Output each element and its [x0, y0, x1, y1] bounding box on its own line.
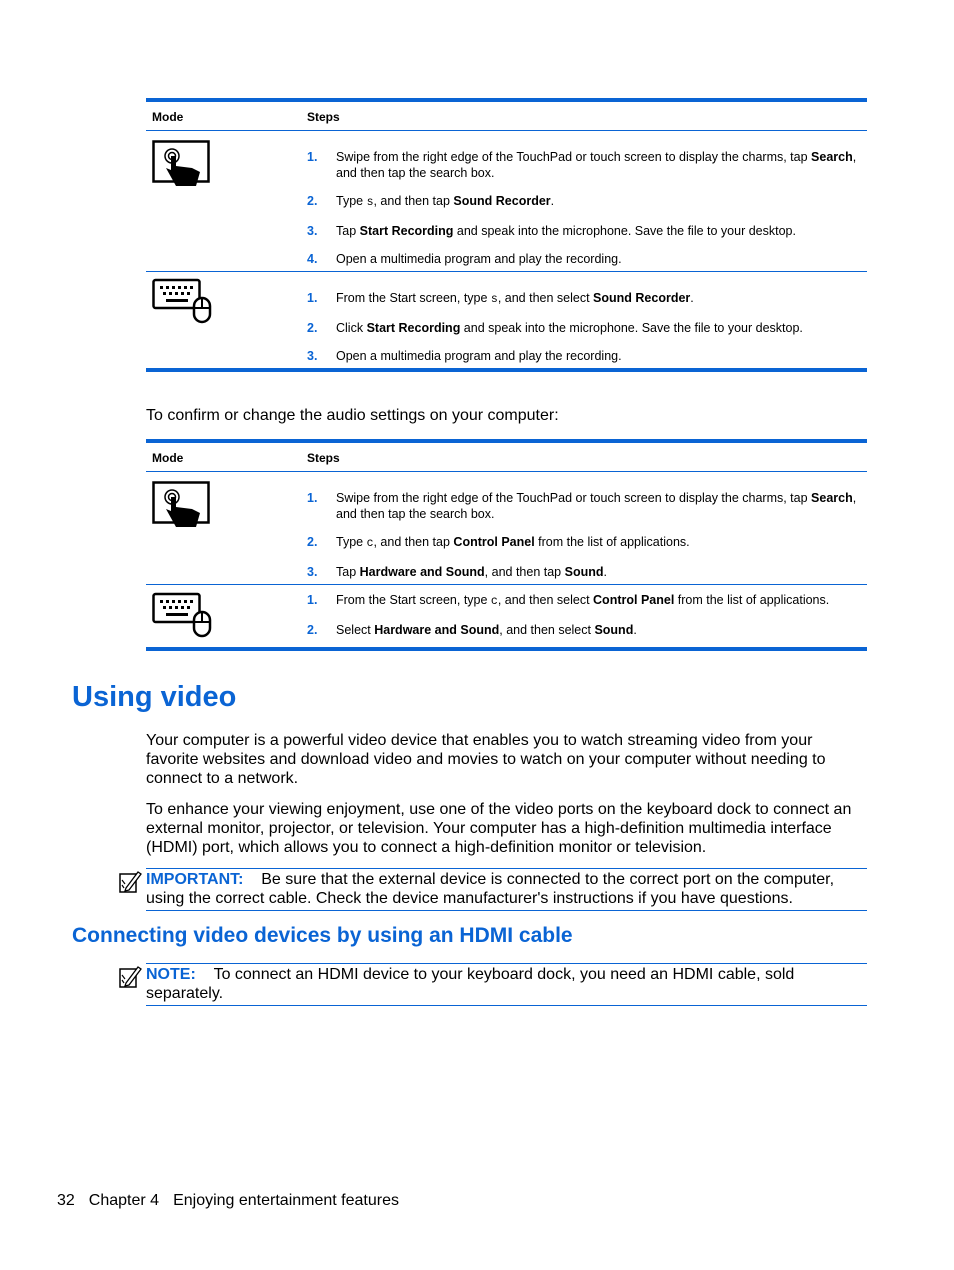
step-text: . [633, 623, 637, 637]
step-text: , and then tap the search box. [336, 150, 857, 180]
chapter-title: Enjoying entertainment features [173, 1192, 399, 1209]
step-text: Tap [336, 565, 360, 579]
step-text: . [603, 565, 607, 579]
keyboard-steps-list [307, 290, 857, 364]
keyboard-steps-list [307, 592, 857, 638]
step-text: From the Start screen, type [336, 593, 491, 607]
step-item [307, 622, 857, 638]
step-item [307, 223, 857, 239]
steps-column-header: Steps [307, 110, 340, 124]
touch-row [146, 131, 867, 272]
keyboard-row [146, 272, 867, 372]
video-ports-paragraph: To enhance your viewing enjoyment, use one of the video ports on the keyboard dock to connect an external monitor, projector, or television. Your computer has a high-definition multimedia interface (HDMI) port, which allows you to connect a high-definition monitor or television. [146, 801, 852, 856]
step-text: Tap [336, 224, 360, 238]
step-text: Click [336, 321, 367, 335]
step-text: , and then select [497, 593, 594, 607]
step-item [307, 348, 857, 364]
step-text: Type [336, 194, 367, 208]
step-bold-text: Hardware and Sound [374, 623, 500, 637]
table-header [146, 439, 867, 472]
step-bold-text: Sound [594, 623, 634, 637]
step-text: , and then select [499, 623, 595, 637]
step-text: c [490, 595, 498, 608]
step-text: c [366, 537, 374, 550]
confirm-audio-text: To confirm or change the audio settings on your computer: [146, 407, 559, 424]
step-text: Open a multimedia program and play the recording. [336, 252, 622, 266]
step-text: s [366, 196, 374, 209]
step-bold-text: Start Recording [359, 224, 454, 238]
step-item [307, 193, 857, 211]
step-number: 2. [307, 194, 318, 208]
step-item [307, 592, 857, 610]
keyboard-mouse-mode-icon [152, 278, 214, 329]
step-item [307, 149, 857, 181]
step-text: Type [336, 535, 367, 549]
step-number: 1. [307, 491, 318, 505]
step-bold-text: Search [811, 150, 853, 164]
step-text: Select [336, 623, 375, 637]
touch-steps-list [307, 490, 857, 580]
step-bold-text: Sound [564, 565, 604, 579]
step-bold-text: Control Panel [453, 535, 535, 549]
step-text: , and then tap [484, 565, 565, 579]
step-item [307, 490, 857, 522]
step-text: s [490, 293, 498, 306]
step-item [307, 251, 857, 267]
important-text: Be sure that the external device is connected to the correct port on the computer, using the correct cable. Check the device manufacturer's instructions if you have questions. [146, 871, 835, 907]
video-intro-paragraph: Your computer is a powerful video device that enables you to watch streaming video from your favorite websites and download video and movies to watch on your computer without needing to connect to a network. [146, 732, 826, 787]
step-bold-text: Hardware and Sound [359, 565, 485, 579]
note-text: To connect an HDMI device to your keyboard dock, you need an HDMI cable, sold separately. [146, 966, 795, 1002]
keyboard-mouse-mode-icon [152, 592, 214, 643]
step-text: , and then tap the search box. [336, 491, 857, 521]
step-item [307, 290, 857, 308]
step-number: 1. [307, 593, 318, 607]
step-text: . [690, 291, 694, 305]
touch-row [146, 472, 867, 585]
step-text: and speak into the microphone. Save the file to your desktop. [460, 321, 803, 335]
mode-column-header: Mode [152, 110, 184, 124]
step-text: From the Start screen, type [336, 291, 491, 305]
step-text: , and then tap [373, 194, 454, 208]
step-text: from the list of applications. [534, 535, 690, 549]
step-number: 3. [307, 224, 318, 238]
chapter-label: Chapter 4 [88, 1192, 160, 1209]
step-number: 2. [307, 623, 318, 637]
step-text: , and then tap [373, 535, 454, 549]
page-number: 32 [57, 1192, 75, 1209]
step-bold-text: Search [811, 491, 853, 505]
note-callout [146, 963, 867, 1006]
step-text: from the list of applications. [674, 593, 830, 607]
step-bold-text: Start Recording [366, 321, 461, 335]
step-number: 1. [307, 150, 318, 164]
step-item [307, 534, 857, 552]
step-number: 3. [307, 349, 318, 363]
section-heading: Using video [72, 681, 237, 713]
audio-settings-table [146, 439, 867, 651]
touch-mode-icon [152, 140, 212, 197]
touch-steps-list [307, 149, 857, 267]
step-text: , and then select [497, 291, 594, 305]
step-text: and speak into the microphone. Save the file to your desktop. [453, 224, 796, 238]
step-number: 2. [307, 535, 318, 549]
step-bold-text: Control Panel [593, 593, 675, 607]
subsection-heading: Connecting video devices by using an HDMI cable [72, 924, 573, 947]
recording-steps-table [146, 98, 867, 372]
steps-column-header: Steps [307, 451, 340, 465]
page-footer [57, 1192, 413, 1210]
step-number: 3. [307, 565, 318, 579]
step-item [307, 564, 857, 580]
step-text: Swipe from the right edge of the TouchPad or touch screen to display the charms, tap [336, 491, 812, 505]
step-number: 1. [307, 291, 318, 305]
touch-mode-icon [152, 481, 212, 538]
step-bold-text: Sound Recorder [453, 194, 551, 208]
step-number: 2. [307, 321, 318, 335]
step-bold-text: Sound Recorder [593, 291, 691, 305]
important-callout [146, 868, 867, 911]
keyboard-row [146, 585, 867, 651]
table-header [146, 98, 867, 131]
note-label: NOTE: [146, 966, 196, 983]
important-label: IMPORTANT: [146, 871, 244, 888]
step-number: 4. [307, 252, 318, 266]
mode-column-header: Mode [152, 451, 184, 465]
note-pencil-icon [118, 870, 142, 899]
step-text: Swipe from the right edge of the TouchPad or touch screen to display the charms, tap [336, 150, 812, 164]
step-item [307, 320, 857, 336]
step-text: . [550, 194, 555, 208]
note-pencil-icon [118, 965, 142, 994]
step-text: Open a multimedia program and play the recording. [336, 349, 622, 363]
